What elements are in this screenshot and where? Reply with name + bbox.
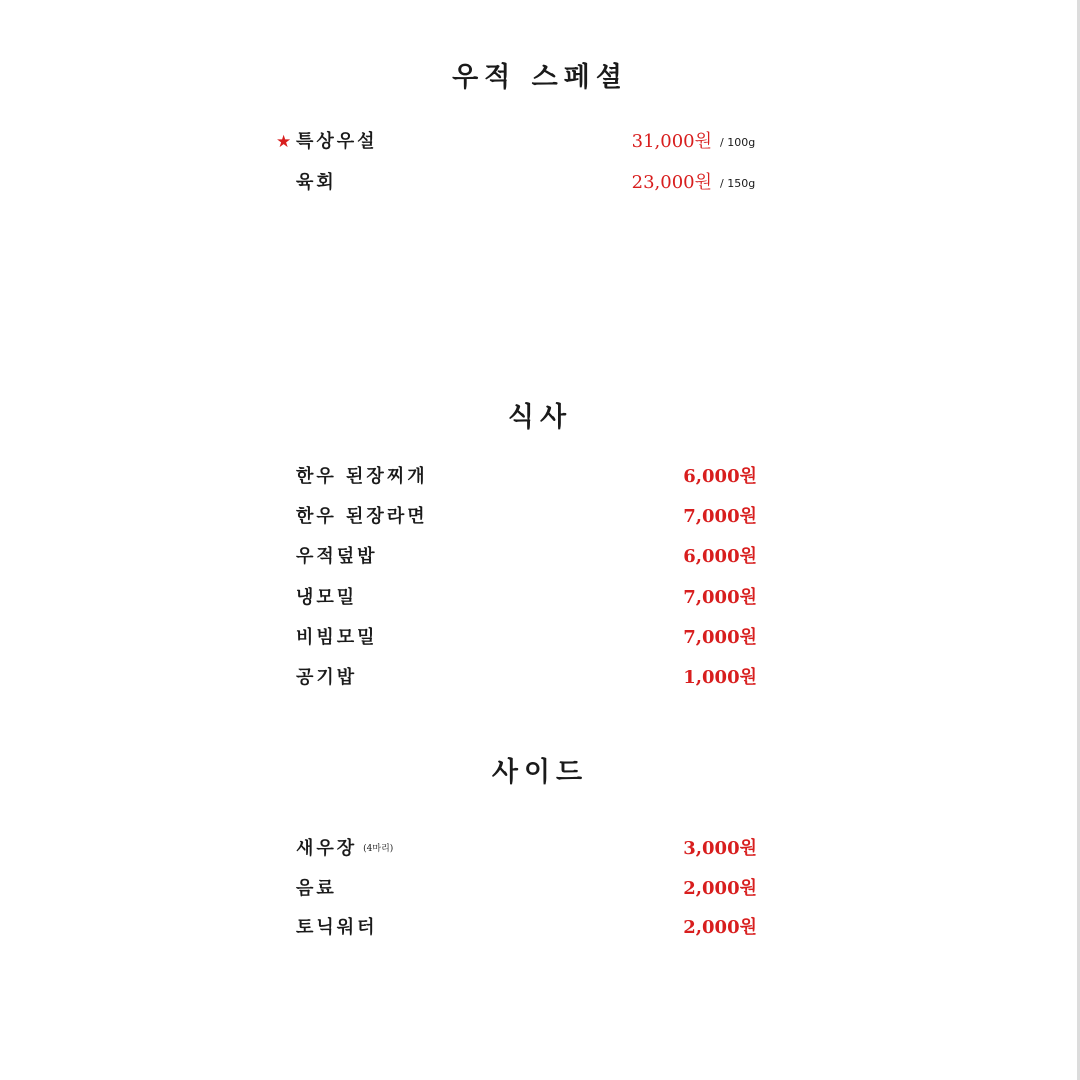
item-price: 7,000원: [683, 506, 757, 527]
menu-item: [0, 168, 1080, 198]
menu-item: [0, 502, 1080, 532]
item-price: 6,000원: [683, 546, 757, 567]
item-name: 한우 된장라면: [296, 506, 428, 527]
item-name: 우적덮밥: [296, 546, 378, 567]
menu-item: [0, 623, 1080, 653]
menu-item: [0, 127, 1080, 157]
menu-item: [0, 583, 1080, 613]
menu-item: [0, 834, 1080, 864]
menu-item: [0, 663, 1080, 693]
item-name: 특상우설: [296, 131, 378, 152]
item-note: (4마리): [363, 844, 394, 854]
item-price: 2,000원: [683, 878, 757, 899]
item-price: 6,000원: [683, 466, 757, 487]
menu-item: [0, 913, 1080, 943]
section-title-special: 우적 스페셜: [452, 62, 628, 93]
item-name: 토닉워터: [296, 917, 378, 938]
item-price: 7,000원: [683, 627, 757, 648]
section-title-meal: 식사: [507, 402, 573, 433]
section-title-side: 사이드: [491, 757, 589, 788]
item-unit: / 150g: [720, 177, 756, 190]
item-price: 31,000원: [631, 131, 712, 152]
item-name: 공기밥: [296, 667, 358, 688]
item-price: 7,000원: [683, 587, 757, 608]
item-unit: / 100g: [720, 136, 756, 149]
menu-item: [0, 462, 1080, 492]
item-name: 한우 된장찌개: [296, 466, 428, 487]
item-name-text: 새우장: [296, 838, 358, 859]
item-price: 3,000원: [683, 838, 757, 859]
star-icon: ★: [276, 132, 292, 152]
item-price: 23,000원: [631, 172, 712, 193]
item-name: 비빔모밀: [296, 627, 378, 648]
item-name: 냉모밀: [296, 587, 358, 608]
item-name: [296, 834, 393, 864]
item-price: 1,000원: [683, 667, 757, 688]
item-name: 육회: [296, 172, 337, 193]
item-price: 2,000원: [683, 917, 757, 938]
item-name: 음료: [296, 878, 337, 899]
menu-item: [0, 542, 1080, 572]
menu-item: [0, 874, 1080, 904]
